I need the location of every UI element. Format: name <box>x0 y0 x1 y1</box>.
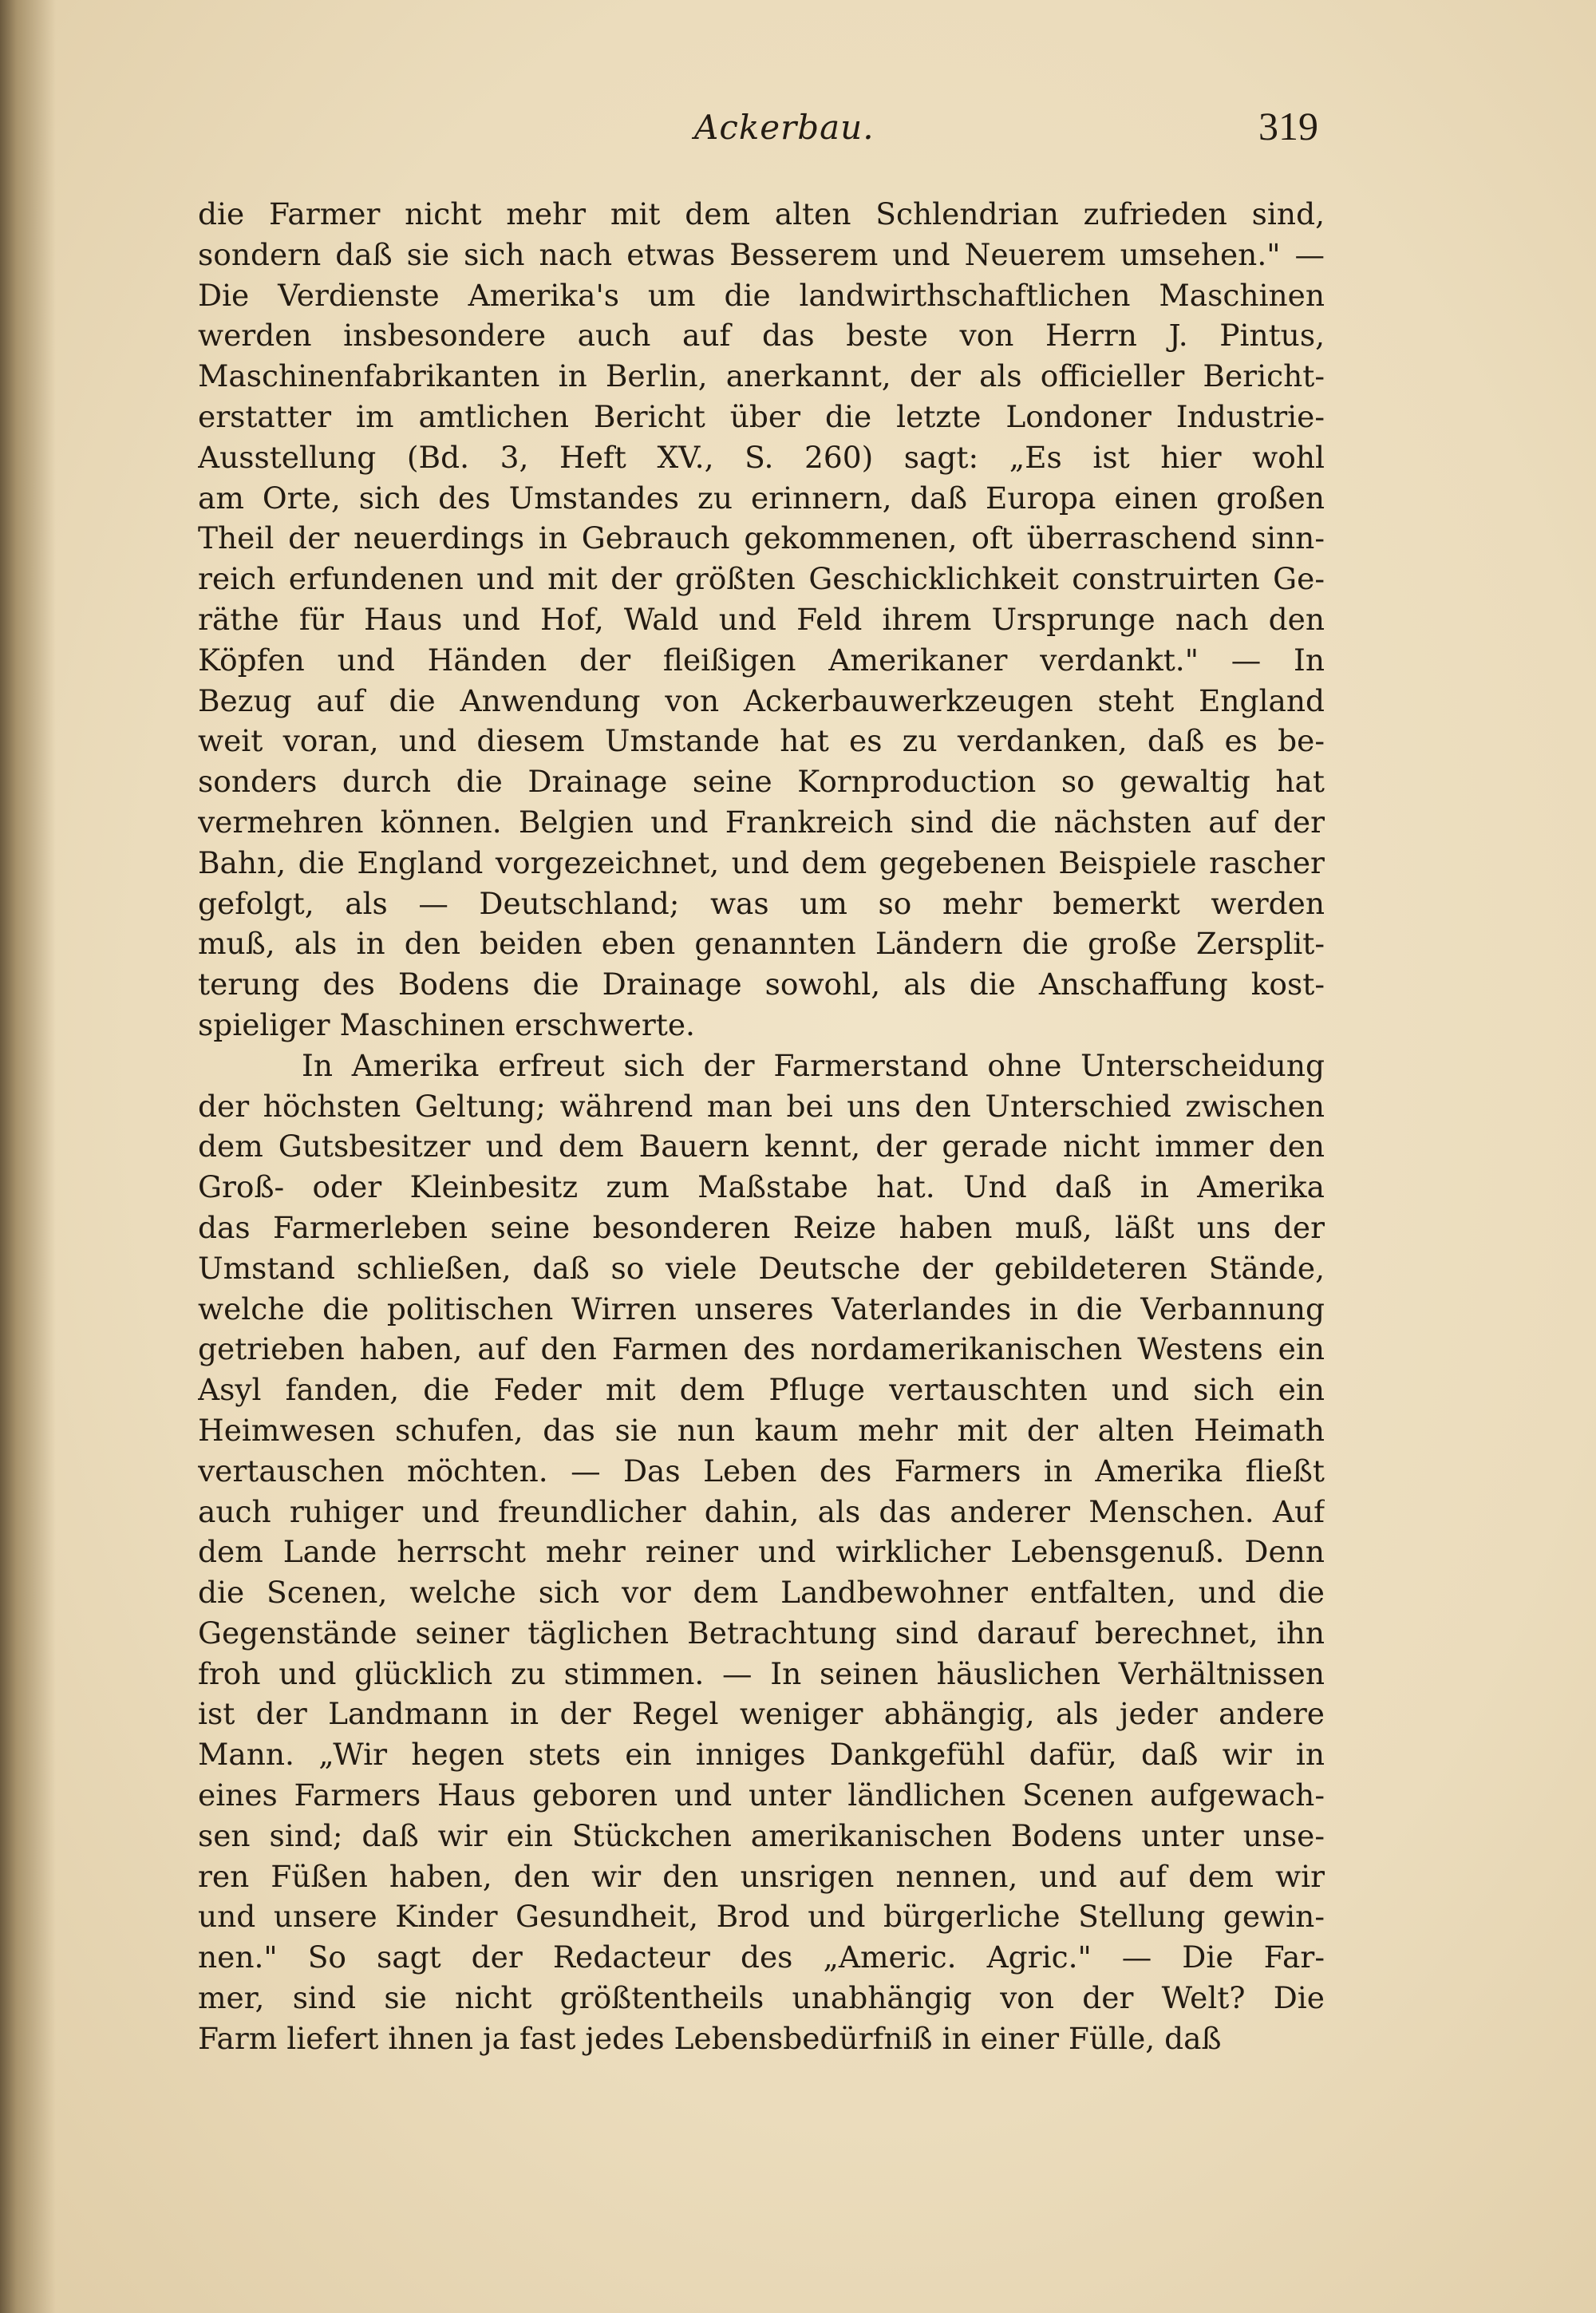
text-line: gefolgt, als — Deutschland; was um so mehr bemerkt werden <box>198 885 1325 921</box>
text-line: am Orte, sich des Umstandes zu erinnern, daß Europa einen großen <box>198 480 1325 516</box>
page-header <box>200 104 1318 164</box>
text-line: die Scenen, welche sich vor dem Landbewohner entfalten, und die <box>198 1575 1325 1611</box>
text-line: mer, sind sie nicht größtentheils unabhängig von der Welt? Die <box>198 1980 1325 2016</box>
body-text <box>198 194 1325 2059</box>
text-line: Asyl fanden, die Feder mit dem Pfluge vertauschten und sich ein <box>198 1372 1325 1408</box>
text-line: Mann. „Wir hegen stets ein inniges Dankgefühl dafür, daß wir in <box>198 1737 1325 1773</box>
text-line: weit voran, und diesem Umstande hat es zu verdanken, daß es be- <box>198 723 1325 759</box>
text-line: nen." So sagt der Redacteur des „Americ. Agric." — Die Far- <box>198 1939 1325 1975</box>
text-line: Gegenstände seiner täglichen Betrachtung sind darauf berechnet, ihn <box>198 1615 1325 1651</box>
text-line: getrieben haben, auf den Farmen des nordamerikanischen Westens ein <box>198 1331 1325 1367</box>
spine-shadow <box>0 0 56 2313</box>
text-line: In Amerika erfreut sich der Farmerstand ohne Unterscheidung <box>302 1047 1325 1083</box>
text-line: ren Füßen haben, den wir den unsrigen nennen, und auf dem wir <box>198 1858 1325 1894</box>
text-line: ist der Landmann in der Regel weniger abhängig, als jeder andere <box>198 1696 1325 1732</box>
text-line: Bahn, die England vorgezeichnet, und dem gegebenen Beispiele rascher <box>198 844 1325 880</box>
text-line: terung des Bodens die Drainage sowohl, als die Anschaffung kost- <box>198 967 1325 1002</box>
text-line: der höchsten Geltung; während man bei uns den Unterschied zwischen <box>198 1088 1325 1124</box>
text-line: auch ruhiger und freundlicher dahin, als das anderer Menschen. Auf <box>198 1493 1325 1529</box>
text-line: spieliger Maschinen erschwerte. <box>198 1006 695 1042</box>
text-line: sondern daß sie sich nach etwas Besserem und Neuerem umsehen." — <box>198 236 1325 272</box>
text-line: die Farmer nicht mehr mit dem alten Schlendrian zufrieden sind, <box>198 196 1325 231</box>
text-line: Groß- oder Kleinbesitz zum Maßstabe hat. Und daß in Amerika <box>198 1169 1325 1205</box>
text-line: Maschinenfabrikanten in Berlin, anerkannt, der als officieller Bericht- <box>198 358 1325 394</box>
text-line: welche die politischen Wirren unseres Vaterlandes in die Verbannung <box>198 1291 1325 1327</box>
text-line: Theil der neuerdings in Gebrauch gekommenen, oft überraschend sinn- <box>198 520 1325 556</box>
text-line: dem Gutsbesitzer und dem Bauern kennt, der gerade nicht immer den <box>198 1129 1325 1164</box>
text-line: erstatter im amtlichen Bericht über die letzte Londoner Industrie- <box>198 398 1325 434</box>
text-line: Köpfen und Händen der fleißigen Amerikaner verdankt." — In <box>198 642 1325 678</box>
text-line: dem Lande herrscht mehr reiner und wirklicher Lebensgenuß. Denn <box>198 1534 1325 1570</box>
running-head: Ackerbau. <box>694 108 875 147</box>
text-line: Ausstellung (Bd. 3, Heft XV., S. 260) sagt: „Es ist hier wohl <box>198 439 1325 475</box>
text-line: räthe für Haus und Hof, Wald und Feld ihrem Ursprunge nach den <box>198 601 1325 637</box>
text-line: Farm liefert ihnen ja fast jedes Lebensbedürfniß in einer Fülle, daß <box>198 2020 1222 2056</box>
text-line: vertauschen möchten. — Das Leben des Farmers in Amerika fließt <box>198 1453 1325 1489</box>
page-number: 319 <box>1258 104 1318 148</box>
text-line: muß, als in den beiden eben genannten Ländern die große Zersplit- <box>198 926 1325 962</box>
text-line: reich erfundenen und mit der größten Geschicklichkeit construirten Ge- <box>198 561 1325 597</box>
text-line: vermehren können. Belgien und Frankreich sind die nächsten auf der <box>198 804 1325 840</box>
text-line: Heimwesen schufen, das sie nun kaum mehr mit der alten Heimath <box>198 1412 1325 1448</box>
text-line: sen sind; daß wir ein Stückchen amerikanischen Bodens unter unse- <box>198 1817 1325 1853</box>
text-line: Bezug auf die Anwendung von Ackerbauwerkzeugen steht England <box>198 682 1325 718</box>
text-line: werden insbesondere auch auf das beste von Herrn J. Pintus, <box>198 318 1325 354</box>
text-line: Die Verdienste Amerika's um die landwirthschaftlichen Maschinen <box>198 277 1325 313</box>
text-line: und unsere Kinder Gesundheit, Brod und bürgerliche Stellung gewin- <box>198 1899 1325 1935</box>
text-line: eines Farmers Haus geboren und unter ländlichen Scenen aufgewach- <box>198 1777 1325 1813</box>
text-line: froh und glücklich zu stimmen. — In seinen häuslichen Verhältnissen <box>198 1655 1325 1691</box>
text-line: das Farmerleben seine besonderen Reize haben muß, läßt uns der <box>198 1209 1325 1245</box>
text-line: Umstand schließen, daß so viele Deutsche der gebildeteren Stände, <box>198 1250 1325 1286</box>
text-line: sonders durch die Drainage seine Kornproduction so gewaltig hat <box>198 764 1325 800</box>
